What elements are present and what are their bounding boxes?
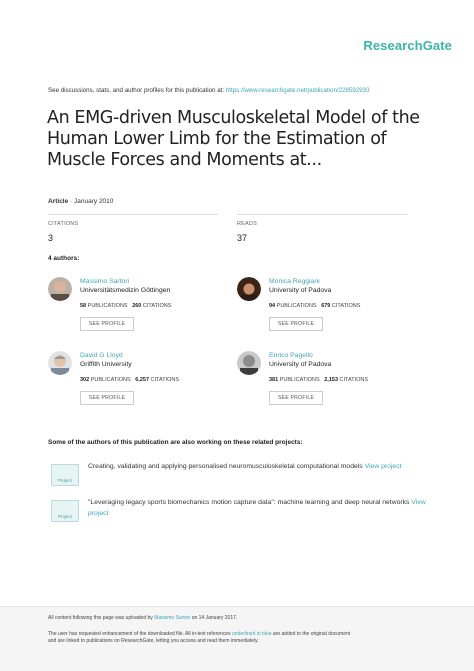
- upload-note: All content following this page was uploaded by Massimo Sartori on 14 January 2017.: [48, 615, 238, 621]
- avatar[interactable]: [237, 351, 261, 375]
- project-text: "Leveraging legacy sports biomechanics motion capture data": machine learning and deep neural networks View project: [88, 499, 426, 517]
- underlined-link[interactable]: underlined in blue: [232, 631, 272, 637]
- view-project-link[interactable]: View project: [364, 463, 402, 470]
- reads-count: 37: [237, 233, 248, 243]
- footer: [0, 606, 474, 671]
- avatar[interactable]: [48, 351, 72, 375]
- project-icon: Project: [51, 500, 79, 522]
- citations-label: CITATIONS: [48, 221, 79, 227]
- project-item: [48, 497, 428, 527]
- author-card: [237, 277, 427, 341]
- linked-note: and are linked to publications on ResearchGate, letting you access and read them immediately.: [48, 638, 259, 644]
- author-name-link[interactable]: Monica Reggiani: [269, 278, 320, 285]
- see-profile-button[interactable]: SEE PROFILE: [80, 317, 134, 331]
- see-profile-button[interactable]: SEE PROFILE: [269, 317, 323, 331]
- uploader-link[interactable]: Massimo Sartori: [154, 615, 191, 621]
- author-institution: Universitätsmedizin Göttingen: [80, 287, 171, 294]
- citations-count: 3: [48, 233, 54, 243]
- article-date: · January 2010: [68, 198, 114, 205]
- citations-stat: [48, 214, 218, 243]
- author-stats: 302 PUBLICATIONS 6,257 CITATIONS: [80, 377, 180, 383]
- view-project-link[interactable]: View project: [88, 499, 426, 517]
- projects-heading: Some of the authors of this publication are also working on these related projects:: [48, 439, 303, 446]
- author-stats: 381 PUBLICATIONS 2,153 CITATIONS: [269, 377, 369, 383]
- article-type: Article: [48, 198, 69, 205]
- author-name-link[interactable]: Enrico Pagello: [269, 352, 313, 359]
- author-institution: Griffith University: [80, 361, 132, 368]
- author-institution: University of Padova: [269, 287, 332, 294]
- authors-heading: 4 authors:: [48, 255, 80, 262]
- reads-label: READS: [237, 221, 257, 227]
- discussion-line: [48, 87, 370, 94]
- researchgate-logo[interactable]: ResearchGate: [363, 38, 452, 53]
- author-institution: University of Padova: [269, 361, 332, 368]
- author-name-link[interactable]: David G Lloyd: [80, 352, 123, 359]
- publication-title: An EMG-driven Musculoskeletal Model of the Human Lower Limb for the Estimation of Muscle Forces and Moments at...: [47, 108, 420, 170]
- author-card: [48, 351, 238, 415]
- publication-url-link[interactable]: https://www.researchgate.net/publication/228592933: [225, 87, 370, 94]
- see-profile-button[interactable]: SEE PROFILE: [269, 391, 323, 405]
- reads-stat: [237, 214, 407, 243]
- project-item: [48, 461, 428, 491]
- avatar[interactable]: [237, 277, 261, 301]
- project-text: Creating, validating and applying personalised neuromusculoskeletal computational models View project: [88, 463, 402, 470]
- author-card: [237, 351, 427, 415]
- avatar[interactable]: [48, 277, 72, 301]
- author-name-link[interactable]: Massimo Sartori: [80, 278, 130, 285]
- see-profile-button[interactable]: SEE PROFILE: [80, 391, 134, 405]
- discussion-text: See discussions, stats, and author profiles for this publication at:: [48, 87, 226, 94]
- author-stats: 58 PUBLICATIONS 260 CITATIONS: [80, 303, 172, 309]
- enhancement-note: The user has requested enhancement of the downloaded file. All in-text references underlined in blue are added to the original document: [48, 631, 351, 637]
- article-meta: [48, 198, 113, 205]
- author-card: [48, 277, 238, 341]
- author-stats: 94 PUBLICATIONS 679 CITATIONS: [269, 303, 361, 309]
- project-icon: Project: [51, 464, 79, 486]
